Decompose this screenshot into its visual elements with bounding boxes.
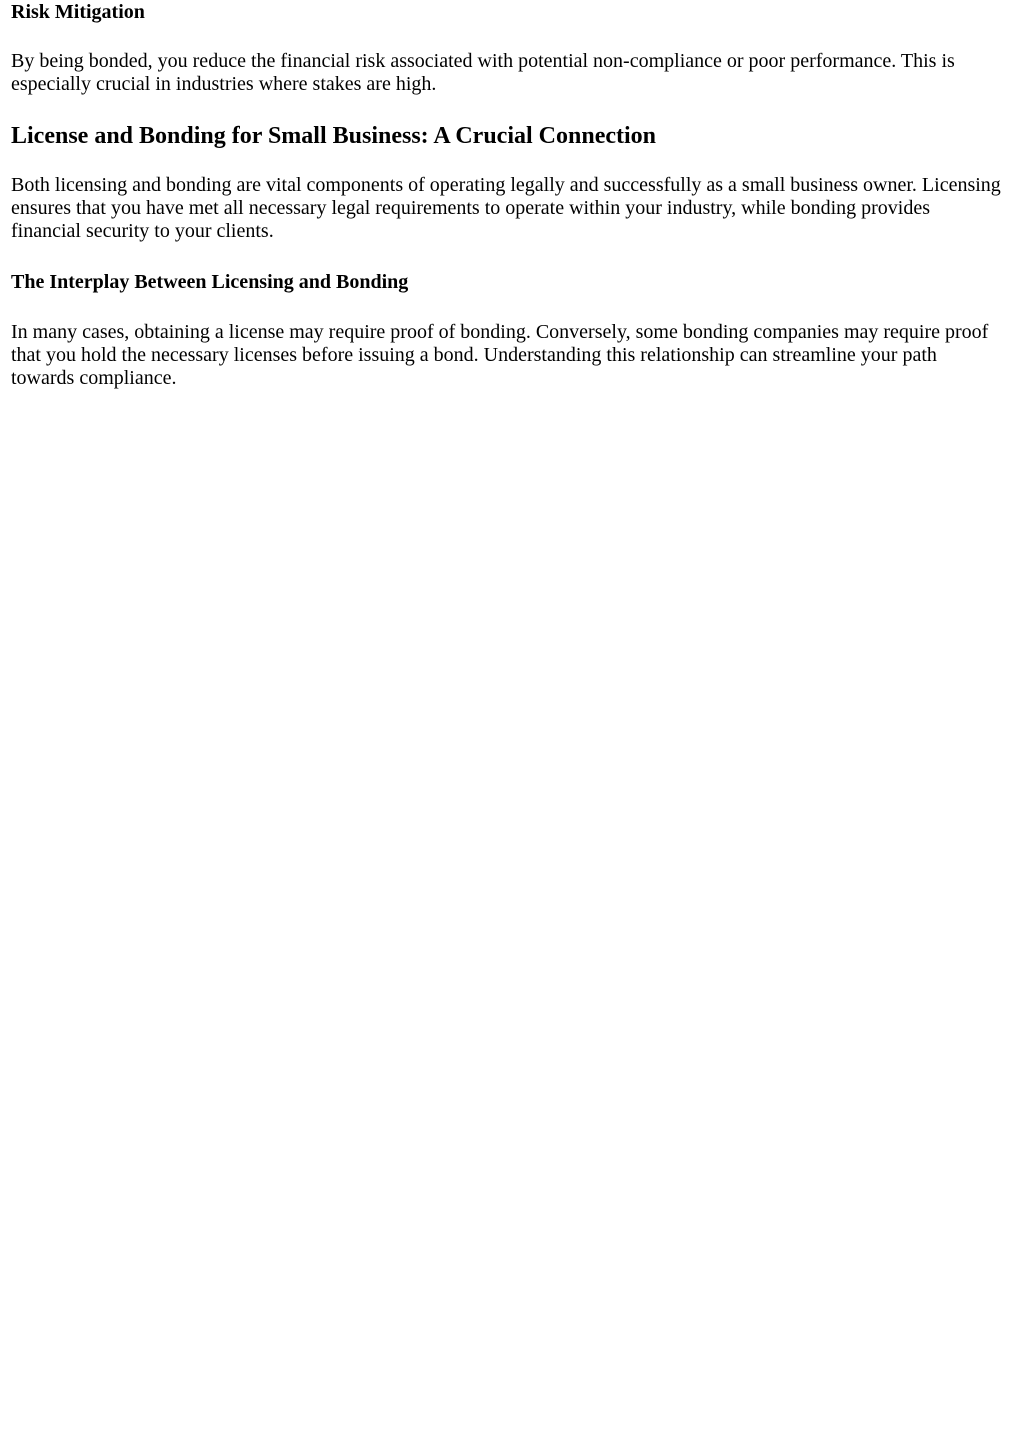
section-heading-risk-mitigation: Risk Mitigation (11, 1, 145, 23)
section-paragraph-interplay: In many cases, obtaining a license may require proof of bonding. Conversely, some bonding companies may require proof that you hold the necessary licenses before issuing a bond. Understanding this relationship can streamline your path towards compliance. (11, 321, 989, 389)
section-paragraph-risk-mitigation: By being bonded, you reduce the financial risk associated with potential non-compliance or poor performance. This is especially crucial in industries where stakes are high. (11, 50, 955, 95)
section-paragraph-license-and-bonding: Both licensing and bonding are vital components of operating legally and successfully as a small business owner. Licensing ensures that you have met all necessary legal requirements to operate within your industry, while bonding provides financial security to your clients. (11, 174, 1001, 242)
section-heading-interplay: The Interplay Between Licensing and Bonding (11, 271, 409, 293)
section-heading-license-and-bonding: License and Bonding for Small Business: A Crucial Connection (11, 123, 656, 149)
